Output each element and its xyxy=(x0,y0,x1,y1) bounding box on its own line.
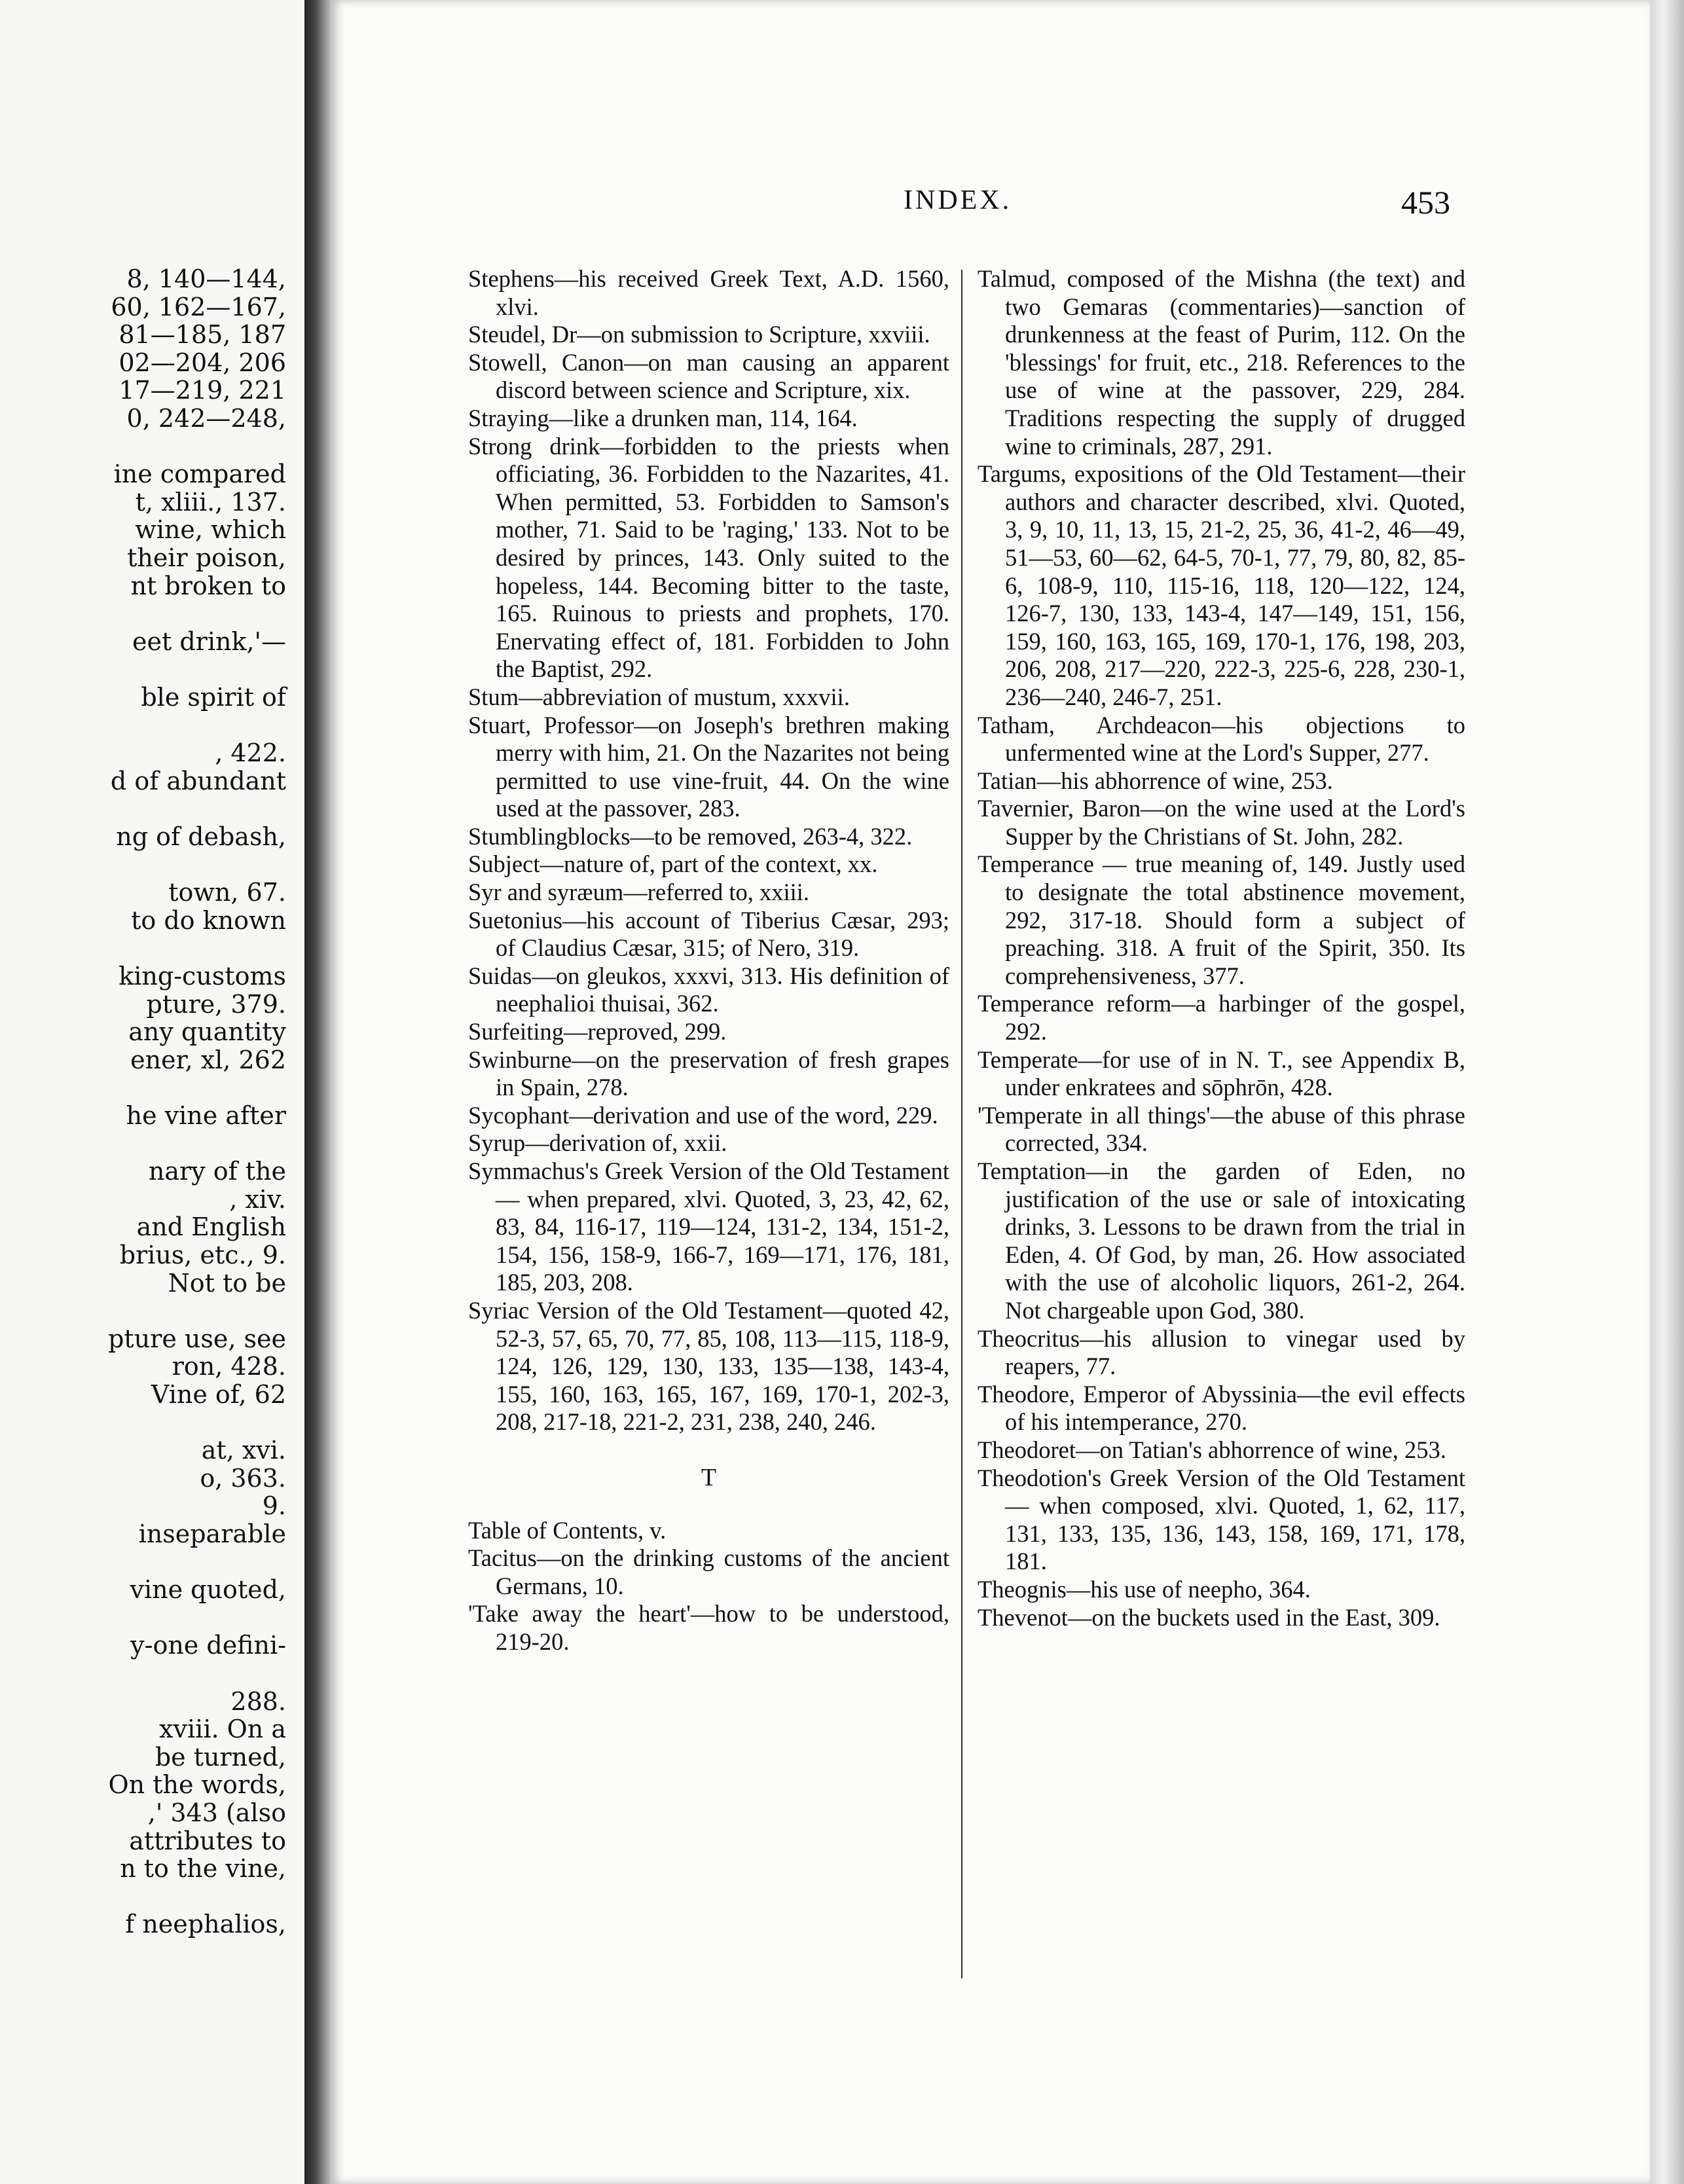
index-entry: Sycophant—derivation and use of the word, 229. xyxy=(468,1101,938,1129)
index-entry: Suetonius—his account of Tiberius Cæsar, 293; of Claudius Cæsar, 315; of Nero, 319. xyxy=(468,906,949,962)
index-entry: Steudel, Dr—on submission to Scripture, xxviii. xyxy=(468,321,930,348)
left-page-line: d of abundant xyxy=(110,766,286,795)
left-page-line: nt broken to xyxy=(130,571,286,600)
left-page-line: f neephalios, xyxy=(125,1910,286,1939)
index-entry: Syriac Version of the Old Testament—quoted 42, 52-3, 57, 65, 70, 77, 85, 108, 113—115, 118-9, 124, 126, 129, 130, 133, 135—138, 143-4, 155, 160, 163, 165, 167, 169, 170-1, 202-3, 208, 217-18, 221-2, 231, 238, 240, 246. xyxy=(468,1296,949,1436)
column-divider xyxy=(961,270,962,1978)
left-page-line: Vine of, 62 xyxy=(151,1380,286,1409)
index-entry: Temperance — true meaning of, 149. Justly used to designate the total abstinence movement, 292, 317-18. Should form a subject of preaching. 318. A fruit of the Spirit, 350. Its comprehensiveness, 377. xyxy=(978,850,1465,989)
left-page-line: their poison, xyxy=(127,543,286,572)
left-page-line: ine compared xyxy=(113,460,286,489)
index-entry: Theodore, Emperor of Abyssinia—the evil effects of his intemperance, 270. xyxy=(978,1380,1465,1436)
index-entry: Targums, expositions of the Old Testament—their authors and character described, xlvi. Quoted, 3, 9, 10, 11, 13, 15, 21-2, 25, 36, 41-2, 46—49, 51—53, 60—62, 64-5, 70-1, 77, 79, 80, 82, 85-6, 108-9, 110, 115-16, 118, 120—122, 124, 126-7, 130, 133, 143-4, 147—149, 151, 156, 159, 160, 163, 165, 169, 170-1, 176, 198, 203, 206, 208, 217—220, 222-3, 225-6, 228, 230-1, 236—240, 246-7, 251. xyxy=(978,460,1465,710)
left-page-line: o, 363. xyxy=(200,1463,286,1493)
index-entry: Surfeiting—reproved, 299. xyxy=(468,1018,727,1046)
index-entry: Temptation—in the garden of Eden, no justification of the use or sale of intoxicating drinks, 3. Lessons to be drawn from the trial in Eden, 4. Of God, by man, 26. How associated with the use of alcoholic liquors, 261-2, 264. Not chargeable upon God, 380. xyxy=(978,1157,1465,1324)
index-column-left xyxy=(468,265,949,1656)
index-entry: Suidas—on gleukos, xxxvi, 313. His definition of neephalioi thuisai, 362. xyxy=(468,962,949,1017)
page-edge xyxy=(1650,0,1684,2184)
index-entry: Temperate—for use of in N. T., see Appendix B, under enkratees and sōphrōn, 428. xyxy=(978,1046,1465,1101)
left-page-line: pture, 379. xyxy=(146,989,286,1019)
left-page-line: king-customs xyxy=(119,962,286,991)
left-page-line: nary of the xyxy=(148,1157,286,1186)
left-page-line: Not to be xyxy=(168,1268,286,1298)
index-entry: Stumblingblocks—to be removed, 263-4, 322. xyxy=(468,822,913,850)
left-page-line: 60, 162—167, xyxy=(111,292,286,321)
left-page-line: at, xvi. xyxy=(201,1436,286,1465)
index-entry: Theodoret—on Tatian's abhorrence of wine, 253. xyxy=(978,1436,1446,1463)
left-page-line: pture use, see xyxy=(108,1324,286,1353)
running-head: INDEX. xyxy=(904,185,1012,215)
left-page-line: ble spirit of xyxy=(141,683,286,712)
left-page-line: , xiv. xyxy=(229,1184,286,1214)
left-page-line: 288. xyxy=(230,1686,286,1716)
index-entry: Tacitus—on the drinking customs of the ancient Germans, 10. xyxy=(468,1544,949,1599)
left-page-line: eet drink,'— xyxy=(132,627,286,656)
left-page-line: 8, 140—144, xyxy=(126,264,286,293)
index-entry: Stowell, Canon—on man causing an apparent discord between science and Scripture, xix. xyxy=(468,348,949,404)
index-entry: Theocritus—his allusion to vinegar used by reapers, 77. xyxy=(978,1324,1465,1380)
left-page-line: , 422. xyxy=(215,738,286,768)
page-number: 453 xyxy=(1401,184,1450,221)
left-page-line: vine quoted, xyxy=(130,1575,286,1605)
left-facing-page xyxy=(0,0,304,2184)
left-page-line: inseparable xyxy=(138,1520,286,1548)
index-entry: Temperance reform—a harbinger of the gospel, 292. xyxy=(978,990,1465,1046)
left-page-line: ener, xl, 262 xyxy=(130,1045,286,1074)
left-page-line: t, xliii., 137. xyxy=(135,487,286,517)
left-page-line: 02—204, 206 xyxy=(119,348,286,377)
left-page-line: be turned, xyxy=(155,1742,286,1772)
section-letter: T xyxy=(701,1463,717,1491)
index-entry: Stephens—his received Greek Text, A.D. 1560, xlvi. xyxy=(468,265,949,320)
index-entry: Theognis—his use of neepho, 364. xyxy=(978,1575,1311,1603)
left-page-line: attributes to xyxy=(129,1826,286,1855)
index-entry: Tatham, Archdeacon—his objections to unfermented wine at the Lord's Supper, 277. xyxy=(978,711,1465,767)
index-entry: Syr and syræum—referred to, xxiii. xyxy=(468,879,810,906)
left-page-line: any quantity xyxy=(128,1017,286,1047)
index-column-right xyxy=(978,265,1465,1631)
left-page-line: wine, which xyxy=(135,515,286,545)
left-page-line: 81—185, 187 xyxy=(119,320,286,350)
left-page-line: 9. xyxy=(262,1491,286,1521)
index-entry: Tavernier, Baron—on the wine used at the Lord's Supper by the Christians of St. John, 282. xyxy=(978,795,1465,850)
index-entry: 'Temperate in all things'—the abuse of this phrase corrected, 334. xyxy=(978,1101,1465,1157)
index-entry: Swinburne—on the preservation of fresh grapes in Spain, 278. xyxy=(468,1046,949,1101)
left-page-line: ,' 343 (also xyxy=(147,1798,286,1827)
index-entry: Stum—abbreviation of mustum, xxxvii. xyxy=(468,683,850,710)
left-page-line: he vine after xyxy=(126,1101,286,1130)
index-entry: Table of Contents, v. xyxy=(468,1516,667,1544)
index-entry: Straying—like a drunken man, 114, 164. xyxy=(468,404,858,431)
index-entry: Subject—nature of, part of the context, xx. xyxy=(468,850,878,878)
index-entry: Tatian—his abhorrence of wine, 253. xyxy=(978,767,1333,794)
left-page-line: y-one defini- xyxy=(130,1631,286,1660)
index-entry: Thevenot—on the buckets used in the East, 309. xyxy=(978,1603,1440,1631)
book-gutter xyxy=(304,0,331,2184)
left-page-line: town, 67. xyxy=(168,878,286,907)
index-entry: Talmud, composed of the Mishna (the text) and two Gemaras (commentaries)—sanction of drunkenness at the feast of Purim, 112. On the 'blessings' for fruit, etc., 218. References to the use of wine at the passover, 229, 284. Traditions respecting the supply of drugged wine to criminals, 287, 291. xyxy=(978,265,1465,460)
index-entry: 'Take away the heart'—how to be understood, 219-20. xyxy=(468,1600,949,1655)
index-entry: Syrup—derivation of, xxii. xyxy=(468,1129,727,1157)
left-page-line: ron, 428. xyxy=(172,1352,286,1381)
left-page-line: 0, 242—248, xyxy=(126,404,286,433)
index-entry: Stuart, Professor—on Joseph's brethren making merry with him, 21. On the Nazarites not being permitted to use vine-fruit, 44. On the wine used at the passover, 283. xyxy=(468,711,949,822)
left-page-line: 17—219, 221 xyxy=(119,376,286,405)
index-entry: Theodotion's Greek Version of the Old Testament — when composed, xlvi. Quoted, 1, 62, 117, 131, 133, 135, 136, 143, 158, 169, 171, 178, 181. xyxy=(978,1464,1465,1575)
left-page-line: and English xyxy=(136,1212,286,1242)
left-page-line: to do known xyxy=(131,905,286,935)
left-page-line: ng of debash, xyxy=(116,822,286,851)
left-page-line: n to the vine, xyxy=(120,1854,286,1884)
index-entry: Strong drink—forbidden to the priests when officiating, 36. Forbidden to the Nazarites, 41. When permitted, 53. Forbidden to Samson's mother, 71. Said to be 'raging,' 133. Not to be desired by princes, 143. Only suited to the hopeless, 144. Becoming bitter to the taste, 165. Ruinous to priests and prophets, 170. Enervating effect of, 181. Forbidden to John the Baptist, 292. xyxy=(468,432,949,683)
left-page-line: brius, etc., 9. xyxy=(119,1241,286,1269)
index-entry: Symmachus's Greek Version of the Old Testament — when prepared, xlvi. Quoted, 3, 23, 42, 62, 83, 84, 116-17, 119—124, 131-2, 134, 151-2, 154, 156, 158-9, 166-7, 169—171, 176, 181, 185, 203, 208. xyxy=(468,1157,949,1296)
left-page-line: On the words, xyxy=(108,1770,286,1800)
left-page-line: xviii. On a xyxy=(159,1715,286,1744)
